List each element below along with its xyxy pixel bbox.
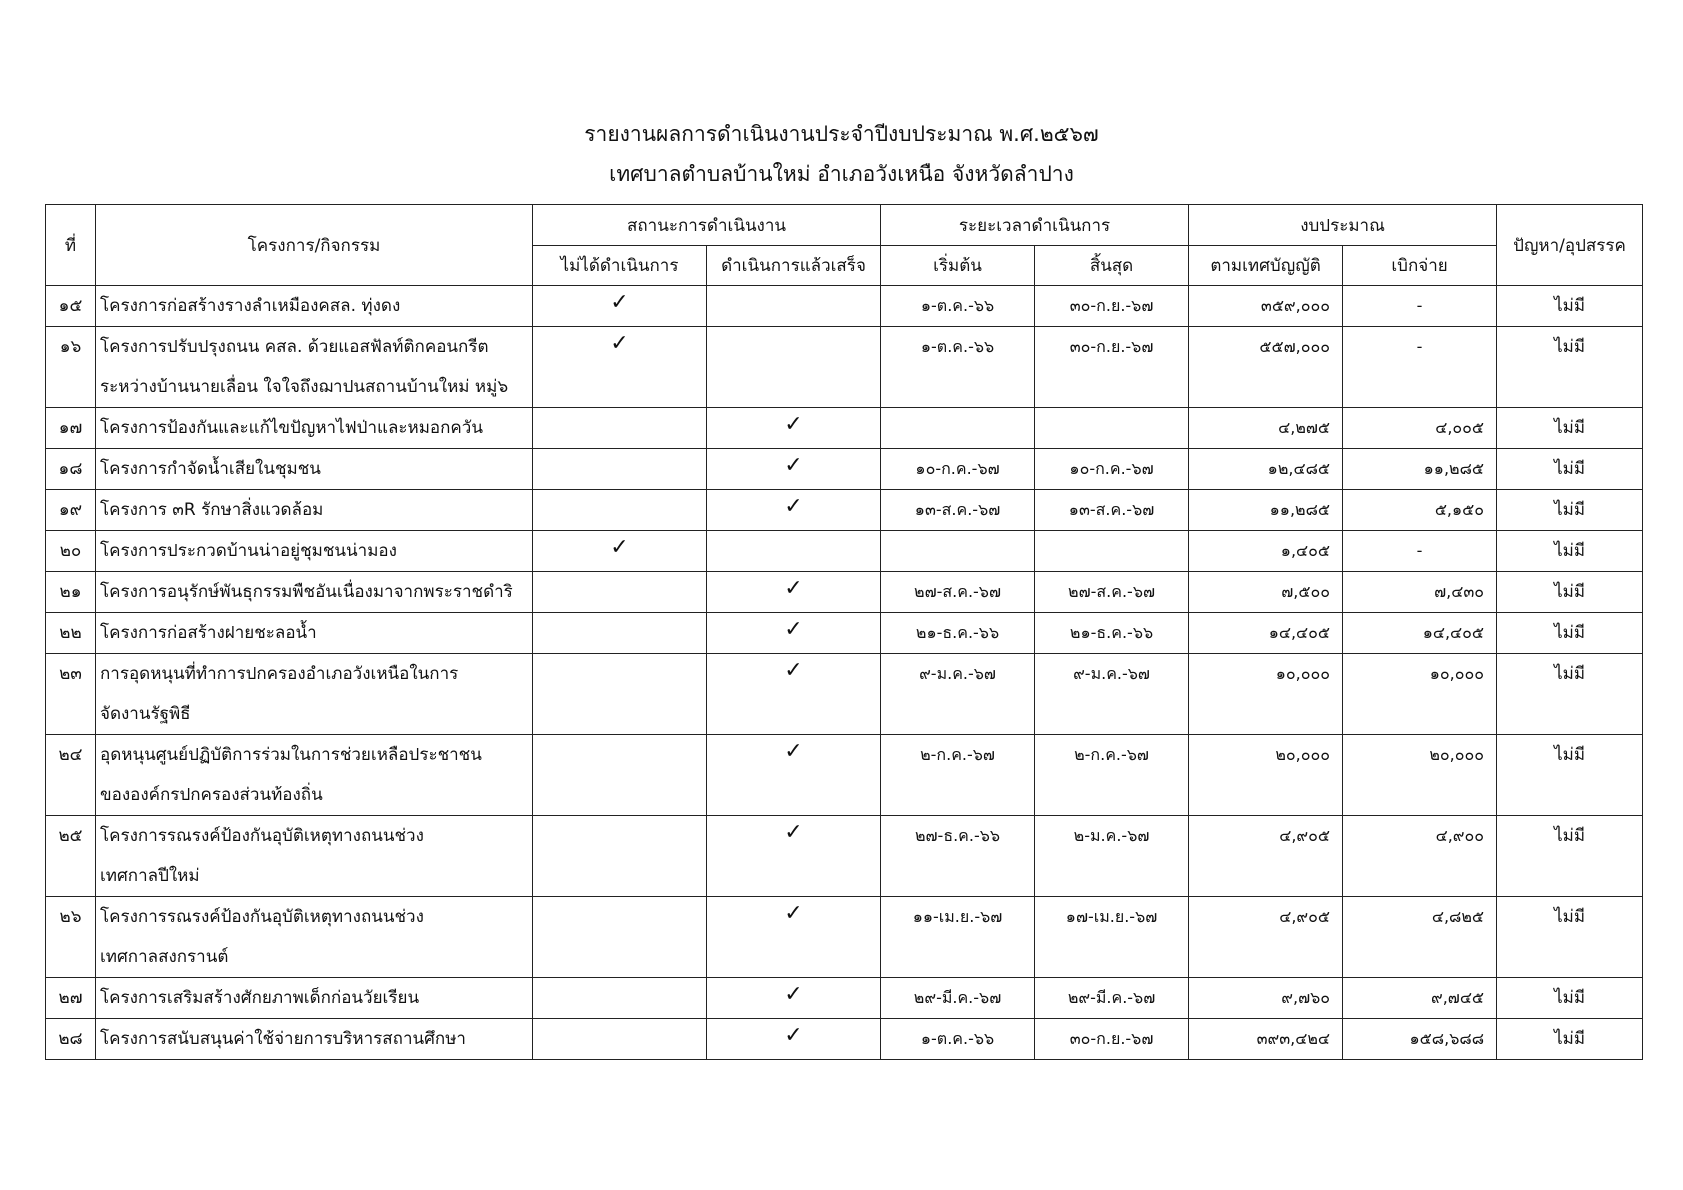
status-not-done bbox=[533, 613, 707, 654]
problem-text: ไม่มี bbox=[1497, 531, 1643, 572]
status-done: ✓ bbox=[707, 572, 881, 613]
project-name-line: การอุดหนุนที่ทำการปกครองอำเภอวังเหนือในการ bbox=[100, 664, 459, 684]
status-not-done bbox=[533, 654, 707, 735]
project-name bbox=[96, 897, 533, 978]
project-name-line: โครงการประกวดบ้านน่าอยู่ชุมชนน่ามอง bbox=[100, 541, 397, 561]
start-date: ๒๑-ธ.ค.-๖๖ bbox=[881, 613, 1035, 654]
report-title: รายงานผลการดำเนินงานประจำปีงบประมาณ พ.ศ.๒๕๖๗ bbox=[584, 122, 1099, 146]
end-date: ๑๓-ส.ค.-๖๗ bbox=[1035, 490, 1189, 531]
problem-text: ไม่มี bbox=[1497, 613, 1643, 654]
disbursed-amount: ๔,๙๐๐ bbox=[1343, 816, 1497, 897]
project-name bbox=[96, 978, 533, 1019]
start-date: ๒๗-ธ.ค.-๖๖ bbox=[881, 816, 1035, 897]
header-period: ระยะเวลาดำเนินการ bbox=[881, 205, 1189, 246]
table-row bbox=[46, 897, 1643, 978]
table-row bbox=[46, 449, 1643, 490]
project-name bbox=[96, 654, 533, 735]
status-not-done bbox=[533, 735, 707, 816]
project-name-line: เทศกาลสงกรานต์ bbox=[100, 947, 229, 967]
project-name-line: จัดงานรัฐพิธี bbox=[100, 704, 191, 724]
status-not-done bbox=[533, 978, 707, 1019]
header-not-done: ไม่ได้ดำเนินการ bbox=[533, 246, 707, 286]
problem-text: ไม่มี bbox=[1497, 1019, 1643, 1060]
problem-text: ไม่มี bbox=[1497, 490, 1643, 531]
status-not-done bbox=[533, 1019, 707, 1060]
project-name bbox=[96, 816, 533, 897]
end-date: ๙-ม.ค.-๖๗ bbox=[1035, 654, 1189, 735]
project-name-line: โครงการเสริมสร้างศักยภาพเด็กก่อนวัยเรียน bbox=[100, 988, 420, 1008]
status-not-done bbox=[533, 897, 707, 978]
project-name bbox=[96, 735, 533, 816]
end-date: ๒-ม.ค.-๖๗ bbox=[1035, 816, 1189, 897]
budget-amount: ๓๙๓,๔๒๔ bbox=[1189, 1019, 1343, 1060]
table-row bbox=[46, 327, 1643, 408]
header-no: ที่ bbox=[46, 205, 96, 286]
project-name-line: โครงการรณรงค์ป้องกันอุบัติเหตุทางถนนช่วง bbox=[100, 826, 424, 846]
end-date: ๒๑-ธ.ค.-๖๖ bbox=[1035, 613, 1189, 654]
header-done: ดำเนินการแล้วเสร็จ bbox=[707, 246, 881, 286]
disbursed-amount: ๙,๗๔๕ bbox=[1343, 978, 1497, 1019]
project-name-line: ขององค์กรปกครองส่วนท้องถิ่น bbox=[100, 785, 323, 805]
budget-amount: ๔,๒๗๕ bbox=[1189, 408, 1343, 449]
table-row bbox=[46, 286, 1643, 327]
end-date: ๒๗-ส.ค.-๖๗ bbox=[1035, 572, 1189, 613]
project-name bbox=[96, 408, 533, 449]
start-date bbox=[881, 531, 1035, 572]
project-table bbox=[45, 204, 1643, 1060]
start-date: ๑-ต.ค.-๖๖ bbox=[881, 286, 1035, 327]
table-row bbox=[46, 572, 1643, 613]
problem-text: ไม่มี bbox=[1497, 735, 1643, 816]
status-done: ✓ bbox=[707, 816, 881, 897]
end-date: ๑๗-เม.ย.-๖๗ bbox=[1035, 897, 1189, 978]
status-done: ✓ bbox=[707, 613, 881, 654]
table-row bbox=[46, 613, 1643, 654]
table-row bbox=[46, 735, 1643, 816]
row-number: ๒๕ bbox=[46, 816, 96, 897]
disbursed-amount: ๕,๑๕๐ bbox=[1343, 490, 1497, 531]
disbursed-amount: ๑๐,๐๐๐ bbox=[1343, 654, 1497, 735]
disbursed-amount: - bbox=[1343, 327, 1497, 408]
budget-amount: ๑๔,๔๐๕ bbox=[1189, 613, 1343, 654]
start-date bbox=[881, 408, 1035, 449]
project-name-line: โครงการอนุรักษ์พันธุกรรมพืชอันเนื่องมาจากพระราชดำริ bbox=[100, 582, 513, 602]
disbursed-amount: - bbox=[1343, 286, 1497, 327]
header-problems: ปัญหา/อุปสรรค bbox=[1497, 205, 1643, 286]
status-done bbox=[707, 327, 881, 408]
status-not-done: ✓ bbox=[533, 286, 707, 327]
row-number: ๒๗ bbox=[46, 978, 96, 1019]
problem-text: ไม่มี bbox=[1497, 654, 1643, 735]
end-date: ๓๐-ก.ย.-๖๗ bbox=[1035, 327, 1189, 408]
end-date: ๑๐-ก.ค.-๖๗ bbox=[1035, 449, 1189, 490]
row-number: ๒๖ bbox=[46, 897, 96, 978]
table-row bbox=[46, 1019, 1643, 1060]
project-name-line: โครงการป้องกันและแก้ไขปัญหาไฟป่าและหมอกควัน bbox=[100, 418, 483, 438]
project-name-line: อุดหนุนศูนย์ปฏิบัติการร่วมในการช่วยเหลือประชาชน bbox=[100, 745, 482, 765]
end-date bbox=[1035, 408, 1189, 449]
project-name-line: โครงการสนับสนุนค่าใช้จ่ายการบริหารสถานศึกษา bbox=[100, 1029, 466, 1049]
disbursed-amount: ๑๕๘,๖๘๘ bbox=[1343, 1019, 1497, 1060]
disbursed-amount: ๔,๐๐๕ bbox=[1343, 408, 1497, 449]
project-name bbox=[96, 449, 533, 490]
end-date: ๓๐-ก.ย.-๖๗ bbox=[1035, 1019, 1189, 1060]
end-date: ๒๙-มี.ค.-๖๗ bbox=[1035, 978, 1189, 1019]
start-date: ๙-ม.ค.-๖๗ bbox=[881, 654, 1035, 735]
project-name-line: โครงการ ๓R รักษาสิ่งแวดล้อม bbox=[100, 500, 324, 520]
disbursed-amount: ๔,๘๒๕ bbox=[1343, 897, 1497, 978]
table-row bbox=[46, 490, 1643, 531]
row-number: ๑๕ bbox=[46, 286, 96, 327]
project-name bbox=[96, 613, 533, 654]
header-allocated: ตามเทศบัญญัติ bbox=[1189, 246, 1343, 286]
disbursed-amount: - bbox=[1343, 531, 1497, 572]
row-number: ๒๑ bbox=[46, 572, 96, 613]
project-name-line: เทศกาลปีใหม่ bbox=[100, 866, 200, 886]
project-name-line: โครงการปรับปรุงถนน คสล. ด้วยแอสฟัลท์ติกคอนกรีต bbox=[100, 337, 489, 357]
budget-amount: ๒๐,๐๐๐ bbox=[1189, 735, 1343, 816]
row-number: ๑๗ bbox=[46, 408, 96, 449]
problem-text: ไม่มี bbox=[1497, 327, 1643, 408]
start-date: ๑๑-เม.ย.-๖๗ bbox=[881, 897, 1035, 978]
row-number: ๑๘ bbox=[46, 449, 96, 490]
status-done: ✓ bbox=[707, 735, 881, 816]
status-done: ✓ bbox=[707, 449, 881, 490]
status-done: ✓ bbox=[707, 1019, 881, 1060]
budget-amount: ๑๑,๒๘๕ bbox=[1189, 490, 1343, 531]
header-status: สถานะการดำเนินงาน bbox=[533, 205, 881, 246]
start-date: ๒-ก.ค.-๖๗ bbox=[881, 735, 1035, 816]
row-number: ๒๐ bbox=[46, 531, 96, 572]
status-not-done: ✓ bbox=[533, 327, 707, 408]
row-number: ๑๖ bbox=[46, 327, 96, 408]
header-end: สิ้นสุด bbox=[1035, 246, 1189, 286]
problem-text: ไม่มี bbox=[1497, 572, 1643, 613]
table-body bbox=[46, 286, 1643, 1060]
problem-text: ไม่มี bbox=[1497, 408, 1643, 449]
start-date: ๑-ต.ค.-๖๖ bbox=[881, 1019, 1035, 1060]
start-date: ๑๓-ส.ค.-๖๗ bbox=[881, 490, 1035, 531]
problem-text: ไม่มี bbox=[1497, 816, 1643, 897]
problem-text: ไม่มี bbox=[1497, 978, 1643, 1019]
project-name bbox=[96, 531, 533, 572]
budget-amount: ๑๐,๐๐๐ bbox=[1189, 654, 1343, 735]
budget-amount: ๑,๔๐๕ bbox=[1189, 531, 1343, 572]
row-number: ๒๔ bbox=[46, 735, 96, 816]
status-not-done: ✓ bbox=[533, 531, 707, 572]
project-name-line: ระหว่างบ้านนายเลื่อน ใจใจถึงฌาปนสถานบ้านใหม่ หมู่๖ bbox=[100, 377, 509, 397]
project-name bbox=[96, 490, 533, 531]
project-name-line: โครงการรณรงค์ป้องกันอุบัติเหตุทางถนนช่วง bbox=[100, 907, 424, 927]
budget-amount: ๑๒,๔๘๕ bbox=[1189, 449, 1343, 490]
project-name bbox=[96, 286, 533, 327]
report-subtitle: เทศบาลตำบลบ้านใหม่ อำเภอวังเหนือ จังหวัดลำปาง bbox=[609, 162, 1074, 186]
start-date: ๒๗-ส.ค.-๖๗ bbox=[881, 572, 1035, 613]
project-name bbox=[96, 327, 533, 408]
row-number: ๒๒ bbox=[46, 613, 96, 654]
project-name-line: โครงการก่อสร้างรางลำเหมืองคสล. ทุ่งดง bbox=[100, 296, 401, 316]
status-done: ✓ bbox=[707, 654, 881, 735]
problem-text: ไม่มี bbox=[1497, 286, 1643, 327]
table-row bbox=[46, 654, 1643, 735]
table-row bbox=[46, 816, 1643, 897]
status-not-done bbox=[533, 490, 707, 531]
status-done bbox=[707, 286, 881, 327]
status-done: ✓ bbox=[707, 408, 881, 449]
project-name-line: โครงการกำจัดน้ำเสียในชุมชน bbox=[100, 459, 321, 479]
budget-amount: ๓๕๙,๐๐๐ bbox=[1189, 286, 1343, 327]
end-date bbox=[1035, 531, 1189, 572]
project-name bbox=[96, 1019, 533, 1060]
table-row bbox=[46, 978, 1643, 1019]
problem-text: ไม่มี bbox=[1497, 449, 1643, 490]
status-not-done bbox=[533, 572, 707, 613]
row-number: ๒๘ bbox=[46, 1019, 96, 1060]
disbursed-amount: ๗,๔๓๐ bbox=[1343, 572, 1497, 613]
header-start: เริ่มต้น bbox=[881, 246, 1035, 286]
disbursed-amount: ๑๔,๔๐๕ bbox=[1343, 613, 1497, 654]
start-date: ๑-ต.ค.-๖๖ bbox=[881, 327, 1035, 408]
header-budget: งบประมาณ bbox=[1189, 205, 1497, 246]
row-number: ๑๙ bbox=[46, 490, 96, 531]
disbursed-amount: ๑๑,๒๘๕ bbox=[1343, 449, 1497, 490]
status-not-done bbox=[533, 816, 707, 897]
budget-amount: ๗,๕๐๐ bbox=[1189, 572, 1343, 613]
problem-text: ไม่มี bbox=[1497, 897, 1643, 978]
status-not-done bbox=[533, 408, 707, 449]
status-done bbox=[707, 531, 881, 572]
start-date: ๒๙-มี.ค.-๖๗ bbox=[881, 978, 1035, 1019]
table-row bbox=[46, 408, 1643, 449]
budget-amount: ๔,๙๐๕ bbox=[1189, 897, 1343, 978]
disbursed-amount: ๒๐,๐๐๐ bbox=[1343, 735, 1497, 816]
project-name-line: โครงการก่อสร้างฝายชะลอน้ำ bbox=[100, 623, 317, 643]
status-not-done bbox=[533, 449, 707, 490]
project-name bbox=[96, 572, 533, 613]
header-disbursed: เบิกจ่าย bbox=[1343, 246, 1497, 286]
status-done: ✓ bbox=[707, 490, 881, 531]
status-done: ✓ bbox=[707, 897, 881, 978]
row-number: ๒๓ bbox=[46, 654, 96, 735]
status-done: ✓ bbox=[707, 978, 881, 1019]
budget-amount: ๔,๙๐๕ bbox=[1189, 816, 1343, 897]
end-date: ๒-ก.ค.-๖๗ bbox=[1035, 735, 1189, 816]
end-date: ๓๐-ก.ย.-๖๗ bbox=[1035, 286, 1189, 327]
budget-amount: ๕๕๗,๐๐๐ bbox=[1189, 327, 1343, 408]
start-date: ๑๐-ก.ค.-๖๗ bbox=[881, 449, 1035, 490]
budget-amount: ๙,๗๖๐ bbox=[1189, 978, 1343, 1019]
table-row bbox=[46, 531, 1643, 572]
header-project: โครงการ/กิจกรรม bbox=[96, 205, 533, 286]
